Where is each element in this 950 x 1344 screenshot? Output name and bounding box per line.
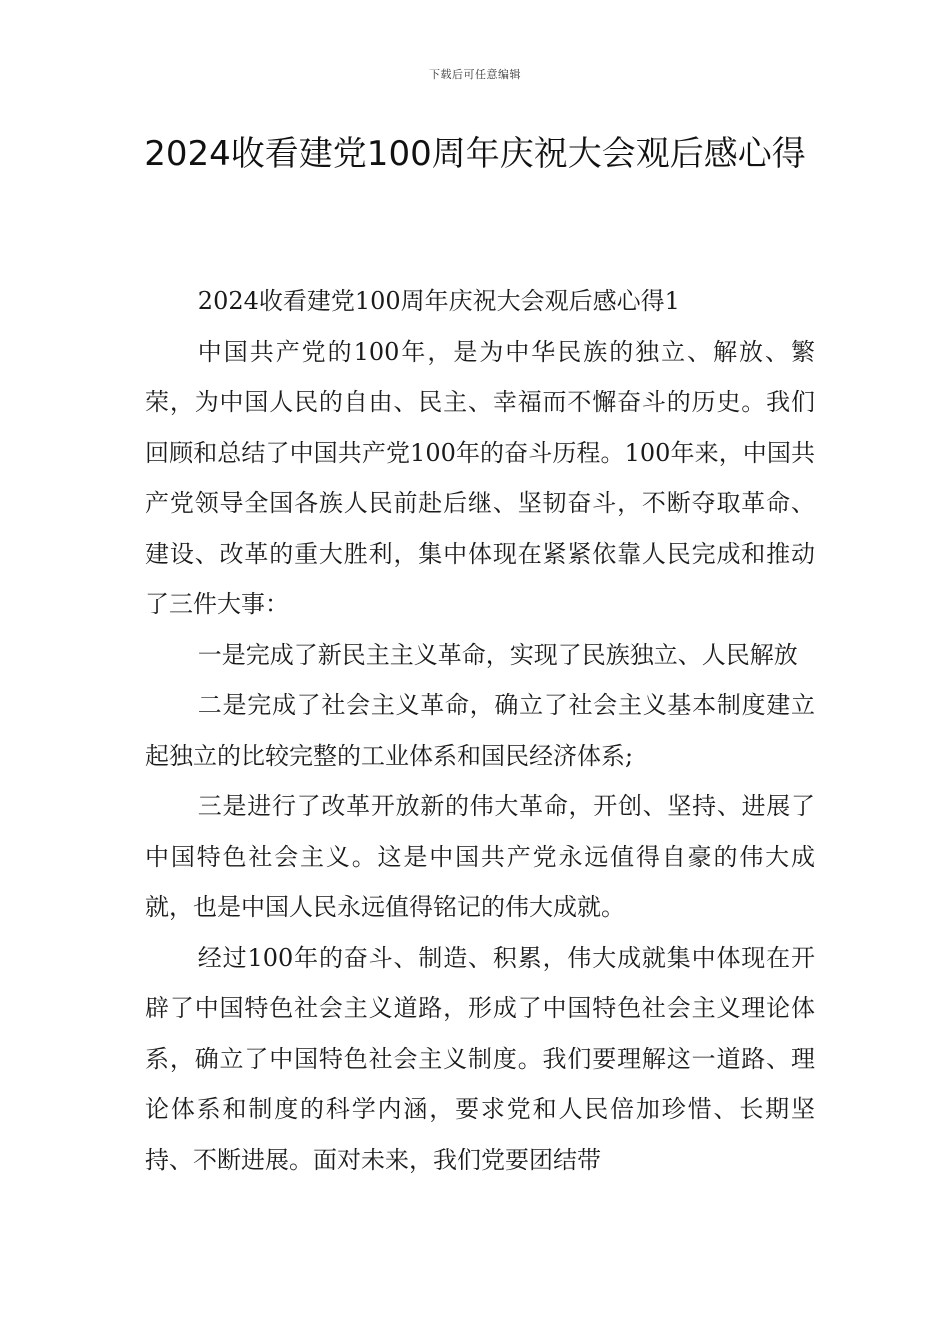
- header-note: 下载后可任意编辑: [429, 68, 521, 81]
- paragraph-subtitle: 2024收看建党100周年庆祝大会观后感心得1: [197, 287, 680, 315]
- document-body: [145, 276, 815, 1185]
- document-title: 2024收看建党100周年庆祝大会观后感心得: [144, 134, 806, 174]
- paragraph: 中国共产党的100年，是为中华民族的独立、解放、繁荣，为中国人民的自由、民主、幸福而不懈奋斗的历史。我们回顾和总结了中国共产党100年的奋斗历程。100年来，中国共产党领导全国各族人民前赴后继、坚韧奋斗，不断夺取革命、建设、改革的重大胜利，集中体现在紧紧依靠人民完成和推动了三件大事：: [145, 337, 815, 618]
- paragraph: 二是完成了社会主义革命，确立了社会主义基本制度建立起独立的比较完整的工业体系和国民经济体系;: [145, 691, 815, 770]
- paragraph: 一是完成了新民主主义革命，实现了民族独立、人民解放: [197, 640, 798, 669]
- paragraph: 三是进行了改革开放新的伟大革命，开创、坚持、进展了中国特色社会主义。这是中国共产党永远值得自豪的伟大成就，也是中国人民永远值得铭记的伟大成就。: [145, 792, 815, 921]
- paragraph: 经过100年的奋斗、制造、积累，伟大成就集中体现在开辟了中国特色社会主义道路，形成了中国特色社会主义理论体系，确立了中国特色社会主义制度。我们要理解这一道路、理论体系和制度的科学内涵，要求党和人民倍加珍惜、长期坚持、不断进展。面对未来，我们党要团结带: [145, 943, 815, 1174]
